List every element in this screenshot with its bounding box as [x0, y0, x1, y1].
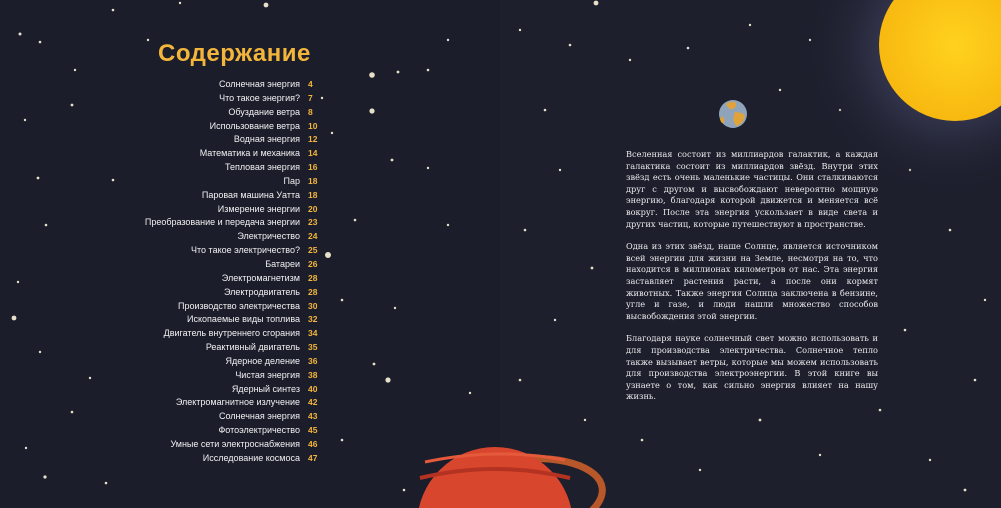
star — [591, 267, 594, 270]
star — [19, 33, 22, 36]
toc-entry-label: Умные сети электроснабжения — [170, 438, 300, 449]
toc-entry-label: Ядерный синтез — [231, 383, 300, 394]
toc-entry-label: Фотоэлектричество — [218, 425, 300, 436]
toc-entry[interactable] — [120, 161, 330, 175]
toc-entry-label: Двигатель внутреннего сгорания — [163, 328, 300, 339]
star — [749, 24, 751, 26]
toc-entry-label: Реактивный двигатель — [205, 342, 300, 353]
toc-entry-label: Пар — [283, 175, 300, 186]
star — [397, 71, 400, 74]
star — [112, 9, 115, 12]
star — [819, 454, 821, 456]
toc-entry[interactable] — [120, 106, 330, 120]
star — [964, 489, 967, 492]
intro-paragraph: Благодаря науке солнечный свет можно использовать и для производства электричества. Солнечное тепло также вызывает ветры, которые мы можем использовать для производства электроэнергии. В этой книге вы узнаете о том, как сильно энергия влияет на нашу жизнь. — [626, 333, 878, 402]
toc-entry-page: 18 — [308, 175, 318, 186]
toc-entry-page: 46 — [308, 438, 318, 449]
star — [929, 459, 931, 461]
star — [12, 316, 17, 321]
toc-entry-label: Паровая машина Уатта — [201, 189, 300, 200]
star — [105, 482, 108, 485]
star — [904, 329, 907, 332]
toc-entry-label: Что такое энергия? — [219, 92, 300, 103]
star — [469, 392, 471, 394]
star — [403, 489, 406, 492]
intro-paragraph: Вселенная состоит из миллиардов галактик, а каждая галактика состоит из миллиардов звёзд. Внутри этих звёзд есть очень маленькие частицы. Они сталкиваются друг с другом и высвобождают невероятно мощную энергию, благодаря которой движется и меняется всё вокруг. После эта энергия ускользает в виде света и других частиц, которые путешествуют в пространстве. — [626, 149, 878, 229]
star — [949, 229, 952, 232]
star — [43, 475, 46, 478]
toc-entry-page: 24 — [308, 231, 318, 242]
toc-entry[interactable] — [120, 341, 330, 355]
star — [373, 363, 376, 366]
toc-entry-label: Обуздание ветра — [228, 106, 300, 117]
toc-entry-page: 30 — [308, 300, 318, 311]
toc-entry[interactable] — [120, 78, 330, 92]
star — [39, 41, 42, 44]
star — [39, 351, 41, 353]
star — [45, 224, 48, 227]
toc-entry[interactable] — [120, 244, 330, 258]
toc-entry-label: Электромагнитное излучение — [175, 397, 300, 408]
toc-entry-page: 7 — [308, 92, 313, 103]
star — [524, 229, 527, 232]
star — [112, 179, 115, 182]
toc-entry-page: 43 — [308, 411, 318, 422]
toc-entry-label: Преобразование и передача энергии — [144, 217, 300, 228]
star — [369, 72, 375, 78]
star — [17, 281, 19, 283]
star — [264, 3, 269, 8]
toc-entry-label: Электричество — [237, 231, 300, 242]
star — [179, 2, 181, 4]
toc-entry[interactable] — [120, 327, 330, 341]
star — [25, 447, 27, 449]
toc-entry[interactable] — [120, 120, 330, 134]
star — [369, 108, 374, 113]
table-of-contents — [120, 78, 330, 466]
star — [394, 307, 396, 309]
toc-entry-page: 40 — [308, 383, 318, 394]
toc-entry-page: 25 — [308, 245, 318, 256]
toc-entry-label: Водная энергия — [233, 134, 300, 145]
star — [71, 411, 74, 414]
star — [37, 177, 40, 180]
star — [779, 89, 781, 91]
toc-entry[interactable] — [120, 175, 330, 189]
star — [879, 409, 882, 412]
star — [354, 219, 357, 222]
toc-entry[interactable] — [120, 147, 330, 161]
star — [699, 469, 701, 471]
star — [331, 132, 333, 134]
toc-entry-page: 10 — [308, 120, 318, 131]
toc-entry-label: Ископаемые виды топлива — [187, 314, 300, 325]
star — [385, 377, 390, 382]
earth-illustration — [719, 100, 747, 128]
toc-entry[interactable] — [120, 230, 330, 244]
toc-entry-page: 38 — [308, 369, 318, 380]
star — [519, 29, 521, 31]
toc-entry-page: 8 — [308, 106, 313, 117]
star — [147, 39, 149, 41]
toc-entry-page: 35 — [308, 342, 318, 353]
toc-entry-label: Измерение энергии — [217, 203, 300, 214]
toc-entry-page: 20 — [308, 203, 318, 214]
toc-entry[interactable] — [120, 313, 330, 327]
toc-entry-label: Производство электричества — [177, 300, 300, 311]
star — [391, 159, 394, 162]
toc-entry[interactable] — [120, 396, 330, 410]
toc-entry[interactable] — [120, 258, 330, 272]
toc-entry-page: 36 — [308, 355, 318, 366]
toc-entry-page: 26 — [308, 258, 318, 269]
toc-entry-page: 23 — [308, 217, 318, 228]
star — [74, 69, 76, 71]
toc-entry[interactable] — [120, 452, 330, 466]
intro-paragraph: Одна из этих звёзд, наше Солнце, является источником всей энергии для жизни на Земле, несмотря на то, что находится в миллионах километров от нас. Эта энергия заставляет растения расти, а после они кормят животных. Также энергия Солнца заключена в бензине, угле и газе, и люди нашли множество способов высвобождения этой энергии. — [626, 241, 878, 321]
star — [594, 1, 599, 6]
star — [89, 377, 91, 379]
toc-entry-label: Тепловая энергия — [224, 162, 300, 173]
toc-entry-label: Солнечная энергия — [218, 411, 300, 422]
star — [984, 299, 986, 301]
star — [341, 299, 344, 302]
toc-entry-page: 4 — [308, 79, 313, 89]
toc-entry[interactable] — [120, 383, 330, 397]
toc-entry-label: Исследование космоса — [202, 452, 300, 463]
toc-entry[interactable] — [120, 410, 330, 424]
star — [629, 59, 631, 61]
toc-entry-label: Чистая энергия — [235, 369, 300, 380]
star — [427, 167, 429, 169]
toc-entry-page: 32 — [308, 314, 318, 325]
toc-entry[interactable] — [120, 92, 330, 106]
star — [71, 104, 74, 107]
toc-entry[interactable] — [120, 216, 330, 230]
star — [584, 419, 586, 421]
toc-entry-page: 28 — [308, 272, 318, 283]
star — [544, 109, 547, 112]
star — [519, 379, 522, 382]
toc-entry-label: Батареи — [265, 258, 300, 269]
toc-entry-label: Ядерное деление — [225, 355, 300, 366]
toc-entry[interactable] — [120, 300, 330, 314]
toc-entry-page: 45 — [308, 425, 318, 436]
star — [447, 224, 449, 226]
toc-entry[interactable] — [120, 355, 330, 369]
star — [341, 439, 344, 442]
toc-entry-page: 12 — [308, 134, 318, 145]
star — [447, 39, 449, 41]
toc-entry[interactable] — [120, 272, 330, 286]
toc-entry[interactable] — [120, 286, 330, 300]
star — [759, 419, 762, 422]
star — [24, 119, 26, 121]
toc-entry-page: 28 — [308, 286, 318, 297]
toc-entry[interactable] — [120, 369, 330, 383]
toc-entry-label: Математика и механика — [199, 148, 300, 159]
star — [687, 47, 690, 50]
toc-entry-label: Использование ветра — [209, 120, 300, 131]
toc-entry-page: 14 — [308, 148, 318, 159]
toc-entry-label: Солнечная энергия — [218, 79, 300, 89]
toc-entry-page: 42 — [308, 397, 318, 408]
star — [569, 44, 572, 47]
toc-entry-page: 47 — [308, 452, 318, 463]
star — [559, 169, 561, 171]
toc-entry-label: Электродвигатель — [223, 286, 300, 297]
toc-title: Содержание — [158, 40, 311, 67]
star — [641, 439, 644, 442]
star — [554, 319, 556, 321]
star — [427, 69, 430, 72]
toc-entry[interactable] — [120, 438, 330, 452]
toc-entry-page: 18 — [308, 189, 318, 200]
toc-entry[interactable] — [120, 424, 330, 438]
intro-text — [626, 149, 878, 414]
toc-entry-label: Что такое электричество? — [191, 245, 300, 256]
toc-entry[interactable] — [120, 189, 330, 203]
toc-entry[interactable] — [120, 133, 330, 147]
star — [974, 379, 977, 382]
toc-entry-page: 34 — [308, 328, 318, 339]
toc-entry-page: 16 — [308, 162, 318, 173]
toc-entry-label: Электромагнетизм — [221, 272, 300, 283]
toc-entry[interactable] — [120, 203, 330, 217]
